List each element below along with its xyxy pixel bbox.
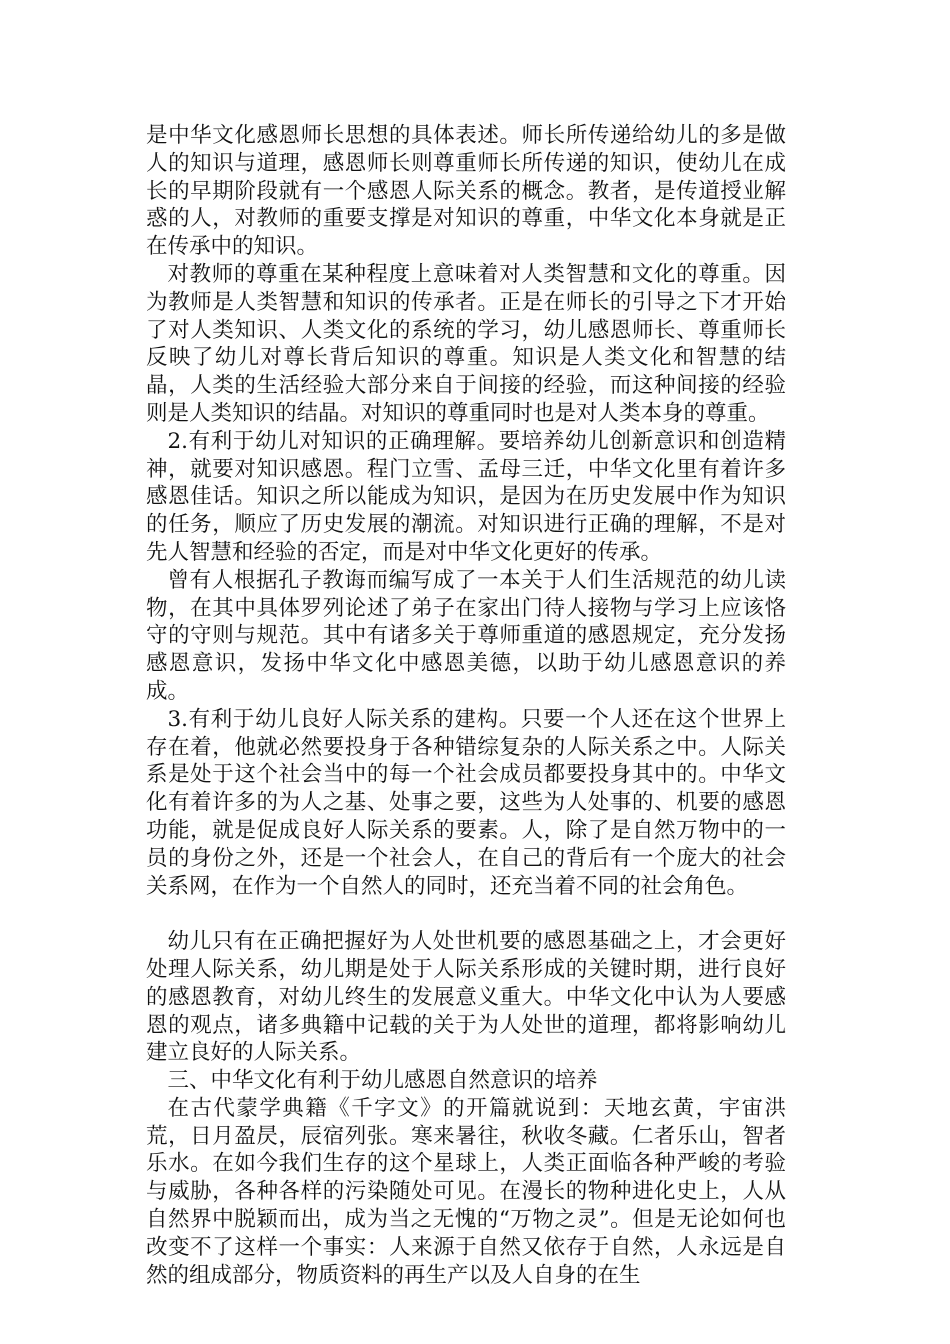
paragraph-gap bbox=[146, 900, 786, 928]
section-heading: 三、中华文化有利于幼儿感恩自然意识的培养 bbox=[167, 1068, 598, 1094]
paragraph-4: 曾有人根据孔子教诲而编写成了一本关于人们生活规范的幼儿读物，在其中具体罗列论述了弟子在家出门待人接物与学习上应该恪守的守则与规范。其中有诸多关于尊师重道的感恩规定，充分发扬感恩意识，发扬中华文化中感恩美德，以助于幼儿感恩意识的养成。 bbox=[146, 567, 786, 704]
paragraph-6: 幼儿只有在正确把握好为人处世机要的感恩基础之上，才会更好处理人际关系，幼儿期是处于人际关系形成的关键时期，进行良好的感恩教育，对幼儿终生的发展意义重大。中华文化中认为人要感恩的观点，诸多典籍中记载的关于为人处世的道理，都将影响幼儿建立良好的人际关系。 bbox=[146, 929, 786, 1066]
paragraph-7: 在古代蒙学典籍《千字文》的开篇就说到：天地玄黄，宇宙洪荒，日月盈昃，辰宿列张。寒来暑往，秋收冬藏。仁者乐山，智者乐水。在如今我们生存的这个星球上，人类正面临各种严峻的考验与威胁，各种各样的污染随处可见。在漫长的物种进化史上，人从自然界中脱颖而出，成为当之无愧的“万物之灵”。但是无论如何也改变不了这样一个事实：人来源于自然又依存于自然，人永远是自然的组成部分，物质资料的再生产以及人自身的在生 bbox=[146, 1095, 786, 1288]
paragraph-3: 2.有利于幼儿对知识的正确理解。要培养幼儿创新意识和创造精神，就要对知识感恩。程门立雪、孟母三迁，中华文化里有着许多感恩佳话。知识之所以能成为知识，是因为在历史发展中作为知识的任务，顺应了历史发展的潮流。对知识进行正确的理解，不是对先人智慧和经验的否定，而是对中华文化更好的传承。 bbox=[146, 428, 786, 565]
document-body bbox=[146, 122, 786, 1289]
paragraph-2: 对教师的尊重在某种程度上意味着对人类智慧和文化的尊重。因为教师是人类智慧和知识的传承者。正是在师长的引导之下才开始了对人类知识、人类文化的系统的学习，幼儿感恩师长、尊重师长反映了幼儿对尊长背后知识的尊重。知识是人类文化和智慧的结晶，人类的生活经验大部分来自于间接的经验，而这种间接的经验则是人类知识的结晶。对知识的尊重同时也是对人类本身的尊重。 bbox=[146, 261, 786, 426]
paragraph-5: 3.有利于幼儿良好人际关系的建构。只要一个人还在这个世界上存在着，他就必然要投身于各种错综复杂的人际关系之中。人际关系是处于这个社会当中的每一个社会成员都要投身其中的。中华文化有着许多的为人之基、处事之要，这些为人处事的、机要的感恩功能，就是促成良好人际关系的要素。人，除了是自然万物中的一员的身份之外，还是一个社会人，在自己的背后有一个庞大的社会关系网，在作为一个自然人的同时，还充当着不同的社会角色。 bbox=[146, 706, 786, 899]
paragraph-1: 是中华文化感恩师长思想的具体表述。师长所传递给幼儿的多是做人的知识与道理，感恩师长则尊重师长所传递的知识，使幼儿在成长的早期阶段就有一个感恩人际关系的概念。教者，是传道授业解惑的人，对教师的重要支撑是对知识的尊重，中华文化本身就是正在传承中的知识。 bbox=[146, 123, 786, 260]
